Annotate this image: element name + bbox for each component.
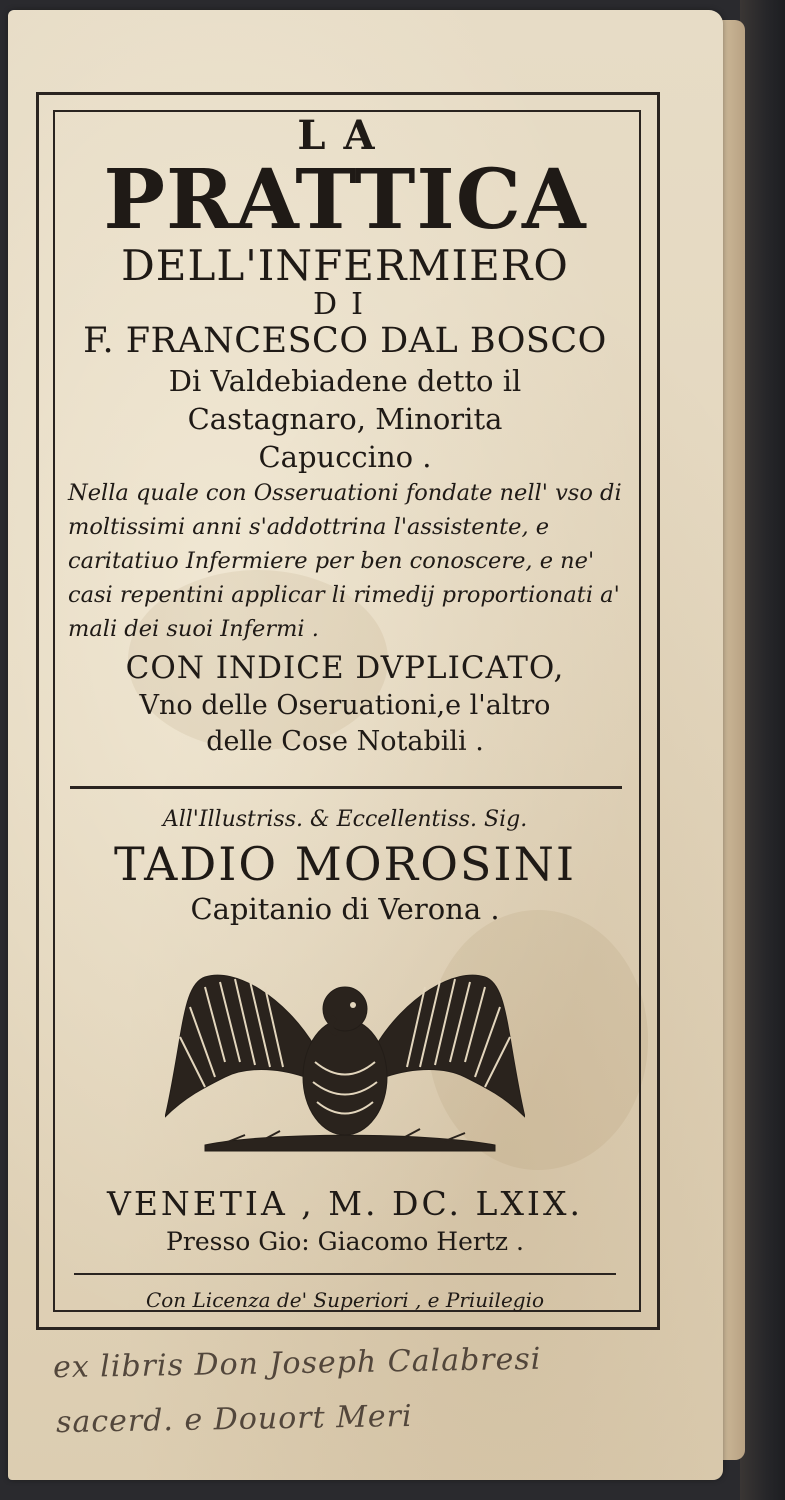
book-description: Nella quale con Osseruationi fondate nell' vso di moltissimi anni s'addottrina l'assistente, e caritatiuo Infermiere per ben conoscere, e ne' casi repentini applicar li rimedij proportionati a' mali dei suoi Infermi . (68, 480, 622, 642)
title-di: DI (313, 287, 377, 322)
handwritten-inscription: ex libris Don Joseph Calabresi (52, 1341, 542, 1386)
imprint-printer: Presso Gio: Giacomo Hertz . (166, 1227, 524, 1256)
handwritten-inscription: sacerd. e Douort Meri (55, 1398, 413, 1441)
title-article: LA (297, 112, 393, 159)
divider-rule (70, 786, 622, 789)
eagle-emblem-icon (165, 967, 525, 1157)
author-origin-line: Di Valdebiadene detto il (168, 364, 522, 398)
index-heading: CON INDICE DVPLICATO, (125, 650, 565, 686)
title-sub: DELL'INFERMIERO (121, 241, 569, 290)
index-line: delle Cose Notabili . (206, 726, 484, 757)
index-line: Vno delle Oseruationi,e l'altro (139, 690, 551, 721)
imprint-place-date: VENETIA , M. DC. LXIX. (107, 1184, 583, 1223)
title-page (8, 10, 723, 1480)
divider-rule (74, 1273, 616, 1275)
dedicatee-name: TADIO MOROSINI (113, 837, 577, 891)
dedication-line: All'Illustriss. & Eccellentiss. Sig. (162, 807, 528, 832)
author-name: F. FRANCESCO DAL BOSCO (83, 321, 607, 361)
title-main: PRATTICA (103, 152, 587, 248)
background-right (740, 0, 785, 1500)
author-origin-line: Capuccino . (258, 440, 432, 474)
title-block (58, 114, 632, 1315)
imprint-license: Con Licenza de' Superiori , e Priuilegio (145, 1288, 545, 1312)
dedicatee-role: Capitanio di Verona . (190, 892, 500, 926)
author-origin-line: Castagnaro, Minorita (187, 402, 503, 436)
